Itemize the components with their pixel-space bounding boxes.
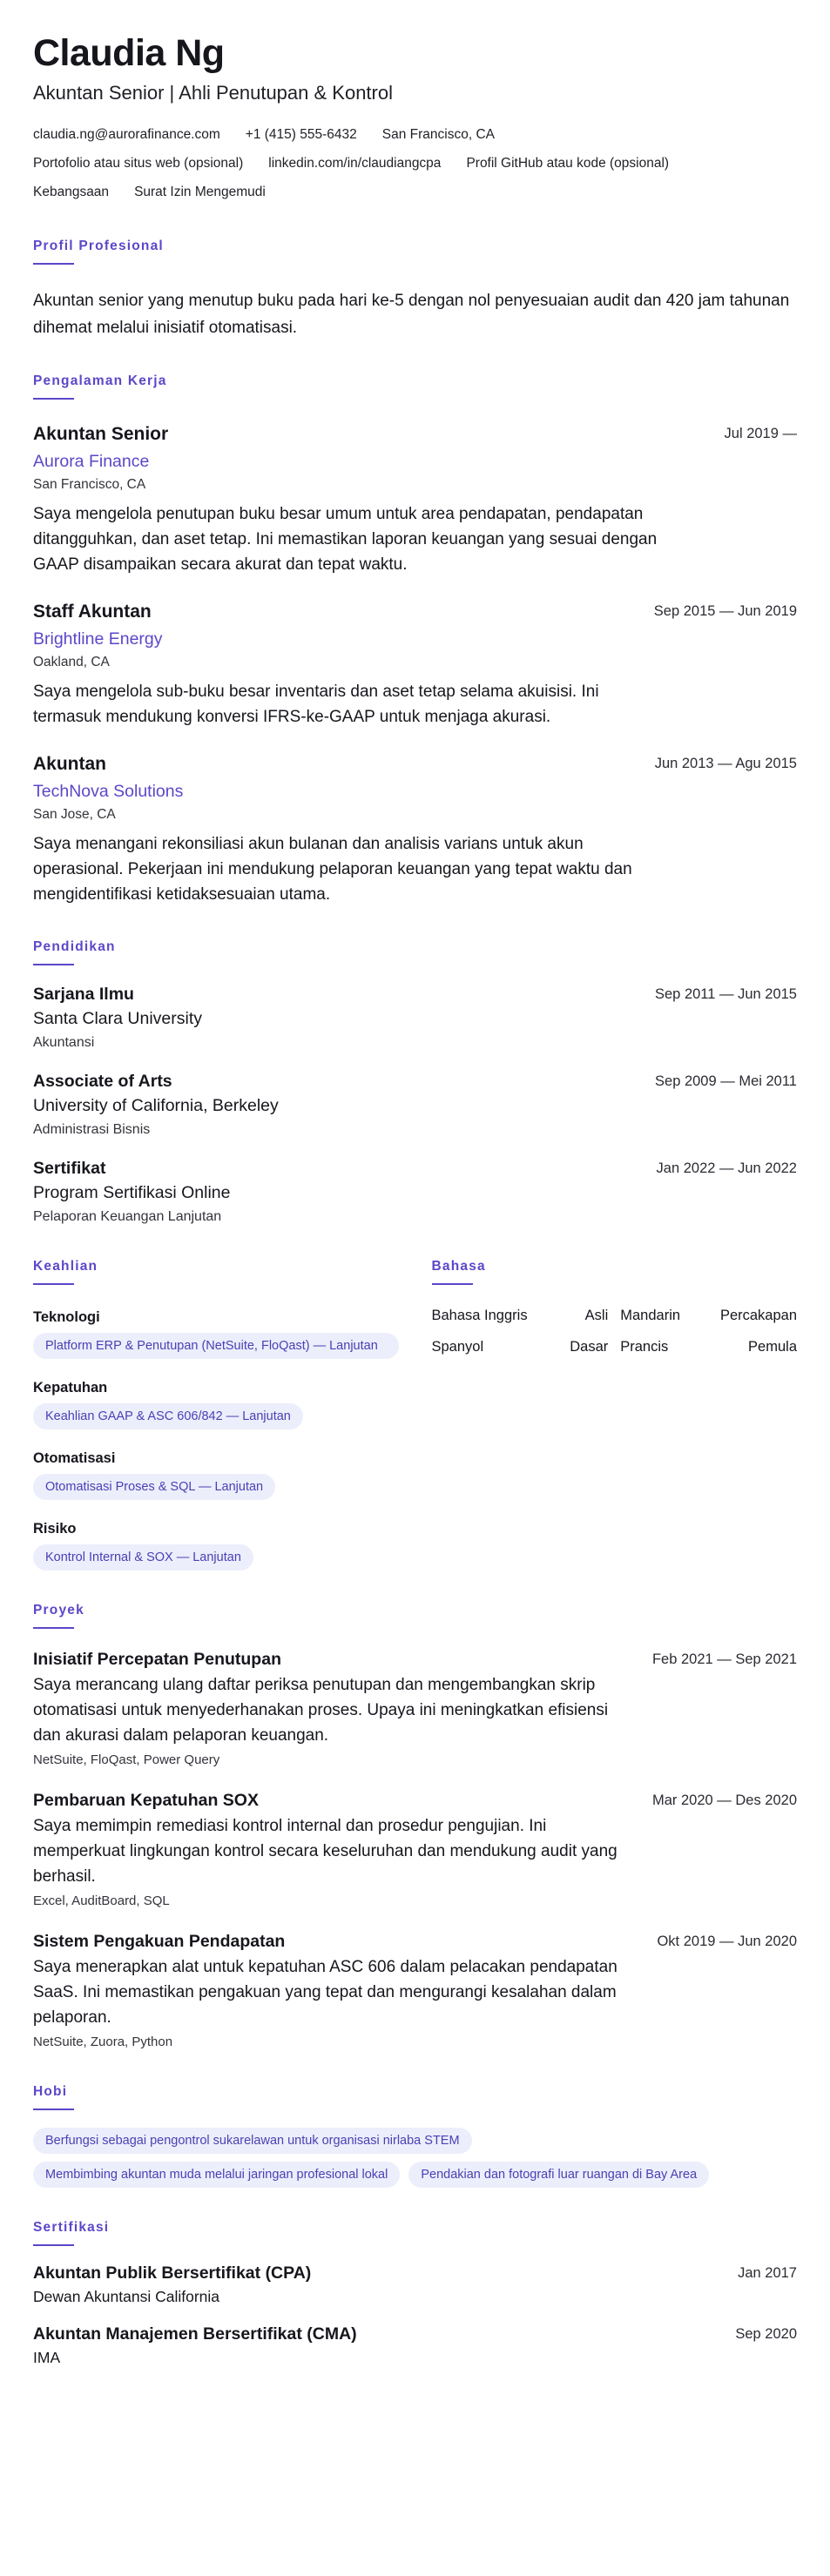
education-dates: Sep 2011 — Jun 2015 bbox=[655, 986, 797, 1002]
education-entry bbox=[33, 983, 797, 1053]
resume-header bbox=[33, 31, 797, 206]
headline: Akuntan Senior | Ahli Penutupan & Kontrol bbox=[33, 82, 393, 104]
project-description: Saya memimpin remediasi kontrol internal dan prosedur pengujian. Ini memperkuat lingkungan kontrol secara keseluruhan dan mendukung audit yang berhasil. bbox=[33, 1817, 617, 1886]
project-tools: NetSuite, Zuora, Python bbox=[33, 2035, 173, 2049]
degree: Associate of Arts bbox=[33, 1072, 172, 1091]
field-of-study: Administrasi Bisnis bbox=[33, 1122, 151, 1137]
contact-row bbox=[33, 149, 797, 178]
project-dates: Okt 2019 — Jun 2020 bbox=[657, 1934, 797, 1949]
drivers-license: Surat Izin Mengemudi bbox=[134, 185, 266, 199]
school-name: Program Sertifikasi Online bbox=[33, 1183, 231, 1202]
school-name: Santa Clara University bbox=[33, 1009, 202, 1028]
skill-group bbox=[33, 1308, 399, 1359]
section-divider bbox=[33, 398, 74, 400]
project-name: Sistem Pengakuan Pendapatan bbox=[33, 1932, 286, 1951]
section-title: Pengalaman Kerja bbox=[33, 373, 167, 388]
skill-category: Kepatuhan bbox=[33, 1380, 108, 1396]
job-location: Oakland, CA bbox=[33, 655, 110, 669]
language-level: Asli bbox=[584, 1308, 609, 1323]
project-entry bbox=[33, 1930, 797, 2052]
skill-group bbox=[33, 1449, 399, 1500]
linkedin-link[interactable]: linkedin.com/in/claudiangcpa bbox=[268, 156, 442, 171]
company-name: Brightline Energy bbox=[33, 629, 163, 649]
experience-section bbox=[33, 373, 797, 907]
language-name: Bahasa Inggris bbox=[431, 1308, 528, 1323]
job-title: Staff Akuntan bbox=[33, 602, 152, 622]
nationality: Kebangsaan bbox=[33, 185, 110, 199]
skill-category: Otomatisasi bbox=[33, 1450, 116, 1466]
language-level: Pemula bbox=[748, 1339, 797, 1355]
project-dates: Mar 2020 — Des 2020 bbox=[651, 1792, 797, 1808]
education-dates: Sep 2009 — Mei 2011 bbox=[655, 1073, 797, 1089]
education-entry bbox=[33, 1157, 797, 1227]
project-entry bbox=[33, 1789, 797, 1911]
phone-link[interactable]: +1 (415) 555-6432 bbox=[245, 127, 357, 142]
certification-issuer: IMA bbox=[33, 2349, 61, 2366]
profile-section bbox=[33, 238, 797, 341]
job-description: Saya menangani rekonsiliasi akun bulanan dan analisis varians untuk akun operasional. Pekerjaan ini mendukung pelaporan keuangan yang tepat waktu dan mengidentifikasi ketidaksesuaian utama. bbox=[33, 835, 632, 904]
education-entry bbox=[33, 1070, 797, 1140]
job-location: San Francisco, CA bbox=[33, 477, 146, 492]
hobby-chip: Membimbing akuntan muda melalui jaringan profesional lokal bbox=[33, 2162, 400, 2188]
contact-row bbox=[33, 178, 797, 206]
section-divider bbox=[33, 964, 74, 965]
education-section bbox=[33, 938, 797, 1227]
hobby-chip: Pendakian dan fotografi luar ruangan di Bay Area bbox=[408, 2162, 709, 2188]
section-title: Hobi bbox=[33, 2084, 68, 2099]
education-dates: Jan 2022 — Jun 2022 bbox=[656, 1160, 797, 1176]
portfolio-link[interactable]: Portofolio atau situs web (opsional) bbox=[33, 156, 244, 171]
skill-group bbox=[33, 1378, 399, 1429]
certification-date: Jan 2017 bbox=[738, 2265, 797, 2281]
company-name: TechNova Solutions bbox=[33, 782, 184, 801]
language-name: Mandarin bbox=[620, 1308, 681, 1323]
location: San Francisco, CA bbox=[381, 127, 495, 142]
github-link[interactable]: Profil GitHub atau kode (opsional) bbox=[466, 156, 670, 171]
job-dates: Jun 2013 — Agu 2015 bbox=[654, 756, 797, 771]
section-divider bbox=[33, 2244, 74, 2246]
certification-name: Akuntan Publik Bersertifikat (CPA) bbox=[33, 2263, 312, 2283]
skill-chip: Kontrol Internal & SOX — Lanjutan bbox=[33, 1544, 253, 1570]
field-of-study: Akuntansi bbox=[33, 1035, 95, 1050]
section-title: Keahlian bbox=[33, 1259, 98, 1274]
certification-date: Sep 2020 bbox=[735, 2326, 797, 2342]
skill-chip: Keahlian GAAP & ASC 606/842 — Lanjutan bbox=[33, 1403, 303, 1429]
skill-category: Teknologi bbox=[33, 1309, 100, 1325]
section-title: Proyek bbox=[33, 1603, 84, 1618]
languages-section bbox=[432, 1258, 798, 1570]
project-dates: Feb 2021 — Sep 2021 bbox=[651, 1651, 797, 1667]
section-title: Pendidikan bbox=[33, 939, 116, 954]
job-title: Akuntan Senior bbox=[33, 424, 169, 444]
field-of-study: Pelaporan Keuangan Lanjutan bbox=[33, 1209, 222, 1224]
project-description: Saya merancang ulang daftar periksa penutupan dan mengembangkan skrip otomatisasi untuk menyederhanakan proses. Upaya ini meningkatkan efisiensi dan akurasi dalam pelaporan keuangan. bbox=[33, 1676, 609, 1745]
section-divider bbox=[33, 263, 74, 265]
project-entry bbox=[33, 1648, 797, 1770]
section-divider bbox=[33, 2109, 74, 2110]
job-location: San Jose, CA bbox=[33, 807, 116, 822]
hobby-chip: Berfungsi sebagai pengontrol sukarelawan untuk organisasi nirlaba STEM bbox=[33, 2128, 472, 2154]
language-item bbox=[432, 1306, 609, 1325]
language-item bbox=[620, 1306, 797, 1325]
degree: Sarjana Ilmu bbox=[33, 985, 134, 1004]
skill-group bbox=[33, 1519, 399, 1570]
section-divider bbox=[432, 1283, 473, 1285]
project-name: Pembaruan Kepatuhan SOX bbox=[33, 1791, 259, 1810]
language-name: Spanyol bbox=[431, 1339, 484, 1355]
language-level: Percakapan bbox=[719, 1308, 797, 1323]
language-name: Prancis bbox=[620, 1339, 669, 1355]
project-tools: NetSuite, FloQast, Power Query bbox=[33, 1752, 220, 1767]
projects-section bbox=[33, 1602, 797, 2052]
languages-grid bbox=[432, 1306, 798, 1356]
certification-issuer: Dewan Akuntansi California bbox=[33, 2288, 220, 2305]
certifications-section bbox=[33, 2219, 797, 2368]
contact-info bbox=[33, 120, 797, 206]
language-level: Dasar bbox=[570, 1339, 609, 1355]
profile-summary: Akuntan senior yang menutup buku pada hari ke-5 dengan nol penyesuaian audit dan 420 jam tahunan dihemat melalui inisiatif otomatisasi. bbox=[33, 292, 790, 337]
language-item bbox=[620, 1337, 797, 1356]
experience-entry bbox=[33, 752, 797, 907]
experience-entry bbox=[33, 422, 797, 577]
candidate-name: Claudia Ng bbox=[33, 32, 225, 74]
certification-entry bbox=[33, 2262, 797, 2307]
section-divider bbox=[33, 1283, 74, 1285]
language-item bbox=[432, 1337, 609, 1356]
job-title: Akuntan bbox=[33, 754, 106, 774]
job-dates: Jul 2019 — bbox=[724, 426, 797, 441]
certification-entry bbox=[33, 2323, 797, 2368]
job-description: Saya mengelola penutupan buku besar umum untuk area pendapatan, pendapatan ditangguhkan, dan aset tetap. Ini memastikan laporan keuangan yang sesuai dengan GAAP disampaikan secara akurat dan tepat waktu. bbox=[33, 505, 658, 574]
skill-chip: Platform ERP & Penutupan (NetSuite, FloQast) — Lanjutan bbox=[33, 1333, 399, 1359]
company-name: Aurora Finance bbox=[33, 452, 150, 471]
certification-name: Akuntan Manajemen Bersertifikat (CMA) bbox=[33, 2324, 357, 2344]
project-name: Inisiatif Percepatan Penutupan bbox=[33, 1650, 281, 1669]
school-name: University of California, Berkeley bbox=[33, 1096, 279, 1115]
hobbies-section bbox=[33, 2083, 797, 2188]
experience-entry bbox=[33, 600, 797, 730]
job-description: Saya mengelola sub-buku besar inventaris dan aset tetap selama akuisisi. Ini termasuk mendukung konversi IFRS-ke-GAAP untuk menjaga akurasi. bbox=[33, 683, 599, 726]
degree: Sertifikat bbox=[33, 1159, 106, 1178]
skill-chip: Otomatisasi Proses & SQL — Lanjutan bbox=[33, 1474, 275, 1500]
email-link[interactable]: claudia.ng@aurorafinance.com bbox=[33, 127, 220, 142]
section-title: Profil Profesional bbox=[33, 239, 164, 253]
contact-row bbox=[33, 120, 797, 149]
skills-section bbox=[33, 1258, 399, 1570]
hobby-list bbox=[33, 2128, 747, 2188]
skill-category: Risiko bbox=[33, 1521, 77, 1537]
job-dates: Sep 2015 — Jun 2019 bbox=[653, 603, 797, 619]
section-title: Bahasa bbox=[431, 1259, 486, 1274]
section-divider bbox=[33, 1627, 74, 1629]
section-title: Sertifikasi bbox=[33, 2220, 110, 2235]
project-description: Saya menerapkan alat untuk kepatuhan ASC 606 dalam pelacakan pendapatan SaaS. Ini memastikan pengakuan yang tepat dan mengurangi kesalahan dalam pelaporan. bbox=[33, 1958, 617, 2027]
skills-languages-row bbox=[33, 1258, 797, 1570]
project-tools: Excel, AuditBoard, SQL bbox=[33, 1893, 170, 1908]
